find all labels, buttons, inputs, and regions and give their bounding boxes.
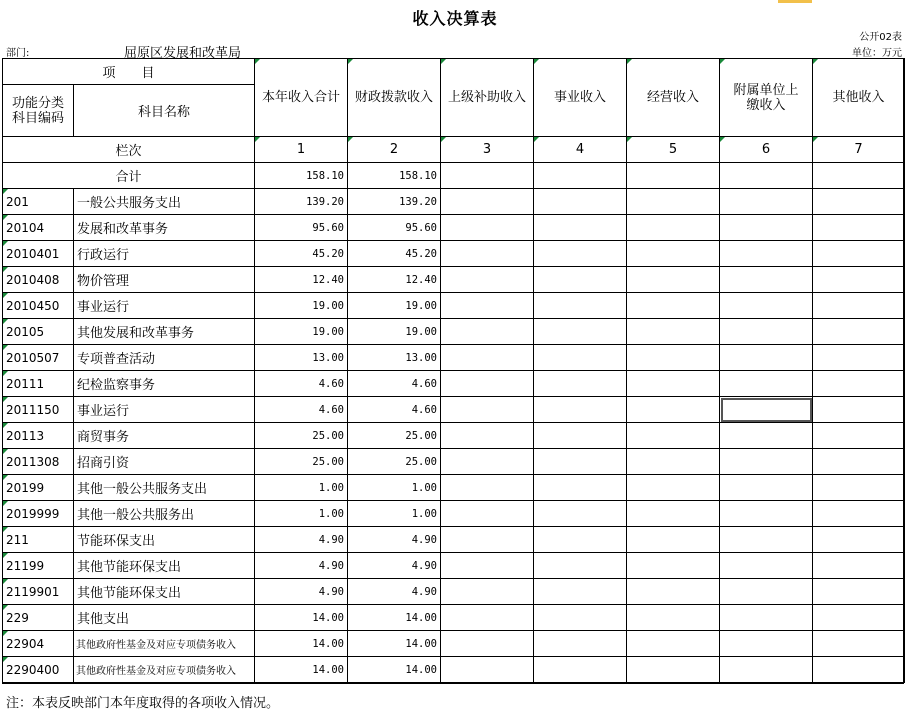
- value-cell[interactable]: [720, 345, 813, 371]
- value-cell[interactable]: [720, 293, 813, 319]
- header-item[interactable]: 项 目: [3, 59, 255, 85]
- unit-label: 单位：万元: [852, 48, 902, 59]
- value-cell[interactable]: [720, 475, 813, 501]
- subject-name[interactable]: 商贸事务: [74, 423, 255, 449]
- value-cell[interactable]: [813, 631, 905, 657]
- value-cell[interactable]: [720, 579, 813, 605]
- value-cell[interactable]: [441, 449, 534, 475]
- table-row: [3, 605, 905, 631]
- subject-code[interactable]: 2119901: [3, 579, 74, 605]
- subject-code[interactable]: 20111: [3, 371, 74, 397]
- value-cell[interactable]: [720, 553, 813, 579]
- subject-name[interactable]: 发展和改革事务: [74, 215, 255, 241]
- value-cell[interactable]: 4.90: [348, 579, 441, 605]
- value-cell[interactable]: [627, 579, 720, 605]
- value-cell[interactable]: [720, 449, 813, 475]
- col-number-2[interactable]: 2: [348, 137, 441, 163]
- subject-code[interactable]: 2010401: [3, 241, 74, 267]
- header-name[interactable]: 科目名称: [74, 85, 255, 137]
- value-cell[interactable]: 4.90: [348, 553, 441, 579]
- header-col-5[interactable]: 经营收入: [627, 59, 720, 137]
- value-cell[interactable]: [441, 527, 534, 553]
- subject-name[interactable]: 一般公共服务支出: [74, 189, 255, 215]
- subject-name[interactable]: 其他支出: [74, 605, 255, 631]
- value-cell[interactable]: 1.00: [255, 501, 348, 527]
- value-cell[interactable]: [720, 371, 813, 397]
- value-cell[interactable]: 12.40: [255, 267, 348, 293]
- table-row: [3, 631, 905, 657]
- subject-name[interactable]: 事业运行: [74, 293, 255, 319]
- subject-code[interactable]: 20113: [3, 423, 74, 449]
- table-row: [3, 293, 905, 319]
- value-cell[interactable]: 45.20: [348, 241, 441, 267]
- value-cell[interactable]: [627, 215, 720, 241]
- subject-code[interactable]: 21199: [3, 553, 74, 579]
- value-cell[interactable]: [813, 215, 905, 241]
- value-cell[interactable]: [627, 449, 720, 475]
- table-row: [3, 215, 905, 241]
- value-cell[interactable]: [441, 631, 534, 657]
- header-col-7[interactable]: 其他收入: [813, 59, 905, 137]
- value-cell[interactable]: [441, 345, 534, 371]
- value-cell[interactable]: [720, 267, 813, 293]
- subject-code[interactable]: 2011308: [3, 449, 74, 475]
- total-value[interactable]: [627, 163, 720, 189]
- table-row: [3, 657, 905, 683]
- dept-name: 屈原区发展和改革局: [124, 46, 242, 61]
- total-value[interactable]: [441, 163, 534, 189]
- value-cell[interactable]: 19.00: [255, 319, 348, 345]
- value-cell[interactable]: 95.60: [255, 215, 348, 241]
- total-value[interactable]: 158.10: [348, 163, 441, 189]
- value-cell[interactable]: [534, 501, 627, 527]
- value-cell[interactable]: [720, 631, 813, 657]
- value-cell[interactable]: [534, 267, 627, 293]
- subject-name[interactable]: 事业运行: [74, 397, 255, 423]
- value-cell[interactable]: [720, 215, 813, 241]
- value-cell[interactable]: 4.60: [255, 371, 348, 397]
- value-cell[interactable]: [813, 527, 905, 553]
- value-cell[interactable]: [720, 241, 813, 267]
- value-cell[interactable]: [813, 553, 905, 579]
- value-cell[interactable]: [813, 319, 905, 345]
- col-number-1[interactable]: 1: [255, 137, 348, 163]
- value-cell[interactable]: [627, 423, 720, 449]
- value-cell[interactable]: [534, 553, 627, 579]
- value-cell[interactable]: [441, 501, 534, 527]
- subject-name[interactable]: 其他一般公共服务支出: [74, 475, 255, 501]
- total-value[interactable]: [720, 163, 813, 189]
- value-cell[interactable]: [813, 267, 905, 293]
- subject-name[interactable]: 其他节能环保支出: [74, 579, 255, 605]
- value-cell[interactable]: 14.00: [348, 657, 441, 683]
- value-cell[interactable]: [534, 189, 627, 215]
- value-cell[interactable]: [627, 527, 720, 553]
- subject-code[interactable]: 2019999: [3, 501, 74, 527]
- subject-code[interactable]: 2010450: [3, 293, 74, 319]
- subject-name[interactable]: 招商引资: [74, 449, 255, 475]
- subject-code[interactable]: 20104: [3, 215, 74, 241]
- value-cell[interactable]: 25.00: [255, 423, 348, 449]
- value-cell[interactable]: [627, 475, 720, 501]
- subject-code[interactable]: 2011150: [3, 397, 74, 423]
- value-cell[interactable]: 4.60: [255, 397, 348, 423]
- form-code: 公开02表: [859, 32, 902, 43]
- value-cell[interactable]: [720, 319, 813, 345]
- value-cell[interactable]: [627, 189, 720, 215]
- value-cell[interactable]: 19.00: [255, 293, 348, 319]
- total-value[interactable]: [534, 163, 627, 189]
- table-row: [3, 423, 905, 449]
- value-cell[interactable]: [813, 189, 905, 215]
- subject-code[interactable]: 201: [3, 189, 74, 215]
- value-cell[interactable]: 4.90: [255, 527, 348, 553]
- value-cell[interactable]: [534, 579, 627, 605]
- value-cell[interactable]: [534, 241, 627, 267]
- value-cell[interactable]: [534, 423, 627, 449]
- value-cell[interactable]: 19.00: [348, 293, 441, 319]
- value-cell[interactable]: 14.00: [255, 657, 348, 683]
- value-cell[interactable]: [534, 345, 627, 371]
- table-row: [3, 241, 905, 267]
- value-cell[interactable]: [534, 293, 627, 319]
- subject-code[interactable]: 211: [3, 527, 74, 553]
- subject-name[interactable]: 行政运行: [74, 241, 255, 267]
- total-value[interactable]: 158.10: [255, 163, 348, 189]
- value-cell[interactable]: 13.00: [348, 345, 441, 371]
- value-cell[interactable]: [534, 475, 627, 501]
- col-number-5[interactable]: 5: [627, 137, 720, 163]
- value-cell[interactable]: [813, 475, 905, 501]
- value-cell[interactable]: [627, 501, 720, 527]
- value-cell[interactable]: 139.20: [348, 189, 441, 215]
- value-cell[interactable]: 4.60: [348, 397, 441, 423]
- value-cell[interactable]: [534, 527, 627, 553]
- value-cell[interactable]: [813, 449, 905, 475]
- subject-name[interactable]: 其他一般公共服务出: [74, 501, 255, 527]
- header-col-3[interactable]: 上级补助收入: [441, 59, 534, 137]
- value-cell[interactable]: [441, 657, 534, 683]
- value-cell[interactable]: 4.60: [348, 371, 441, 397]
- value-cell[interactable]: [627, 319, 720, 345]
- value-cell[interactable]: [441, 475, 534, 501]
- value-cell[interactable]: 25.00: [255, 449, 348, 475]
- value-cell[interactable]: 139.20: [255, 189, 348, 215]
- col-number-7[interactable]: 7: [813, 137, 905, 163]
- value-cell[interactable]: 19.00: [348, 319, 441, 345]
- table-row: [3, 501, 905, 527]
- row-label[interactable]: 栏次: [3, 137, 255, 163]
- subject-name[interactable]: 其他政府性基金及对应专项债务收入: [74, 631, 255, 657]
- total-row: [3, 163, 905, 189]
- col-number-4[interactable]: 4: [534, 137, 627, 163]
- subject-code[interactable]: 22904: [3, 631, 74, 657]
- value-cell[interactable]: [627, 553, 720, 579]
- selected-column-highlight: [778, 0, 812, 3]
- table-note: 注：本表反映部门本年度取得的各项收入情况。: [6, 696, 280, 711]
- value-cell[interactable]: [813, 241, 905, 267]
- value-cell[interactable]: 25.00: [348, 449, 441, 475]
- value-cell[interactable]: 95.60: [348, 215, 441, 241]
- value-cell[interactable]: [441, 293, 534, 319]
- value-cell[interactable]: [627, 605, 720, 631]
- value-cell[interactable]: [813, 423, 905, 449]
- value-cell[interactable]: [441, 267, 534, 293]
- table-row: [3, 553, 905, 579]
- subject-code[interactable]: 20199: [3, 475, 74, 501]
- header-col-6[interactable]: 附属单位上缴收入: [720, 59, 813, 137]
- col-number-6[interactable]: 6: [720, 137, 813, 163]
- table-row: [3, 371, 905, 397]
- subject-code[interactable]: 20105: [3, 319, 74, 345]
- table-row: [3, 475, 905, 501]
- value-cell[interactable]: [627, 397, 720, 423]
- header-col-1[interactable]: 本年收入合计: [255, 59, 348, 137]
- income-table: [2, 58, 905, 683]
- value-cell[interactable]: 14.00: [255, 605, 348, 631]
- value-cell[interactable]: [720, 657, 813, 683]
- value-cell[interactable]: [441, 371, 534, 397]
- value-cell[interactable]: [534, 657, 627, 683]
- dept-label: 部门:: [6, 48, 30, 59]
- value-cell[interactable]: [813, 501, 905, 527]
- value-cell[interactable]: [441, 241, 534, 267]
- value-cell[interactable]: [441, 215, 534, 241]
- header-code[interactable]: 功能分类科目编码: [3, 85, 74, 137]
- value-cell[interactable]: [720, 423, 813, 449]
- subject-name[interactable]: 物价管理: [74, 267, 255, 293]
- table-row: [3, 189, 905, 215]
- value-cell[interactable]: [720, 501, 813, 527]
- subject-name[interactable]: 纪检监察事务: [74, 371, 255, 397]
- value-cell[interactable]: [534, 449, 627, 475]
- value-cell[interactable]: [627, 371, 720, 397]
- header-col-2[interactable]: 财政拨款收入: [348, 59, 441, 137]
- subject-name[interactable]: 其他政府性基金及对应专项债务收入: [74, 657, 255, 683]
- subject-name[interactable]: 其他节能环保支出: [74, 553, 255, 579]
- value-cell[interactable]: [813, 397, 905, 423]
- value-cell[interactable]: [813, 371, 905, 397]
- table-row: [3, 345, 905, 371]
- table-row: [3, 319, 905, 345]
- value-cell[interactable]: [534, 631, 627, 657]
- value-cell[interactable]: 1.00: [255, 475, 348, 501]
- table-row: [3, 397, 905, 423]
- value-cell[interactable]: 4.90: [255, 579, 348, 605]
- subject-code[interactable]: 229: [3, 605, 74, 631]
- value-cell[interactable]: [534, 605, 627, 631]
- value-cell[interactable]: [627, 345, 720, 371]
- value-cell[interactable]: 12.40: [348, 267, 441, 293]
- value-cell[interactable]: [627, 657, 720, 683]
- total-value[interactable]: [813, 163, 905, 189]
- value-cell[interactable]: [720, 527, 813, 553]
- value-cell[interactable]: 25.00: [348, 423, 441, 449]
- value-cell[interactable]: [534, 215, 627, 241]
- value-cell[interactable]: [720, 605, 813, 631]
- value-cell[interactable]: [441, 397, 534, 423]
- page-title: 收入决算表: [412, 9, 498, 28]
- value-cell[interactable]: [534, 397, 627, 423]
- header-col-4[interactable]: 事业收入: [534, 59, 627, 137]
- subject-code[interactable]: 2010507: [3, 345, 74, 371]
- value-cell[interactable]: 14.00: [255, 631, 348, 657]
- value-cell[interactable]: [441, 579, 534, 605]
- subject-code[interactable]: 2010408: [3, 267, 74, 293]
- table-row: [3, 579, 905, 605]
- value-cell[interactable]: 14.00: [348, 605, 441, 631]
- value-cell[interactable]: [813, 579, 905, 605]
- value-cell[interactable]: [441, 605, 534, 631]
- total-label[interactable]: 合计: [3, 163, 255, 189]
- value-cell[interactable]: [813, 605, 905, 631]
- value-cell[interactable]: [813, 293, 905, 319]
- value-cell[interactable]: [627, 241, 720, 267]
- subject-code[interactable]: 2290400: [3, 657, 74, 683]
- col-number-3[interactable]: 3: [441, 137, 534, 163]
- table-row: [3, 449, 905, 475]
- value-cell[interactable]: 1.00: [348, 475, 441, 501]
- value-cell[interactable]: [534, 371, 627, 397]
- subject-name[interactable]: 其他发展和改革事务: [74, 319, 255, 345]
- subject-name[interactable]: 专项普查活动: [74, 345, 255, 371]
- value-cell[interactable]: [441, 553, 534, 579]
- value-cell[interactable]: [813, 657, 905, 683]
- value-cell[interactable]: [813, 345, 905, 371]
- value-cell[interactable]: [534, 319, 627, 345]
- value-cell[interactable]: [441, 189, 534, 215]
- value-cell[interactable]: 13.00: [255, 345, 348, 371]
- value-cell[interactable]: [441, 423, 534, 449]
- value-cell[interactable]: [627, 293, 720, 319]
- value-cell[interactable]: 45.20: [255, 241, 348, 267]
- value-cell[interactable]: [627, 631, 720, 657]
- value-cell[interactable]: 4.90: [348, 527, 441, 553]
- value-cell[interactable]: 14.00: [348, 631, 441, 657]
- value-cell[interactable]: 1.00: [348, 501, 441, 527]
- value-cell[interactable]: [441, 319, 534, 345]
- value-cell[interactable]: [627, 267, 720, 293]
- value-cell[interactable]: [720, 189, 813, 215]
- value-cell[interactable]: [720, 397, 813, 423]
- subject-name[interactable]: 节能环保支出: [74, 527, 255, 553]
- table-row: [3, 527, 905, 553]
- table-row: [3, 267, 905, 293]
- value-cell[interactable]: 4.90: [255, 553, 348, 579]
